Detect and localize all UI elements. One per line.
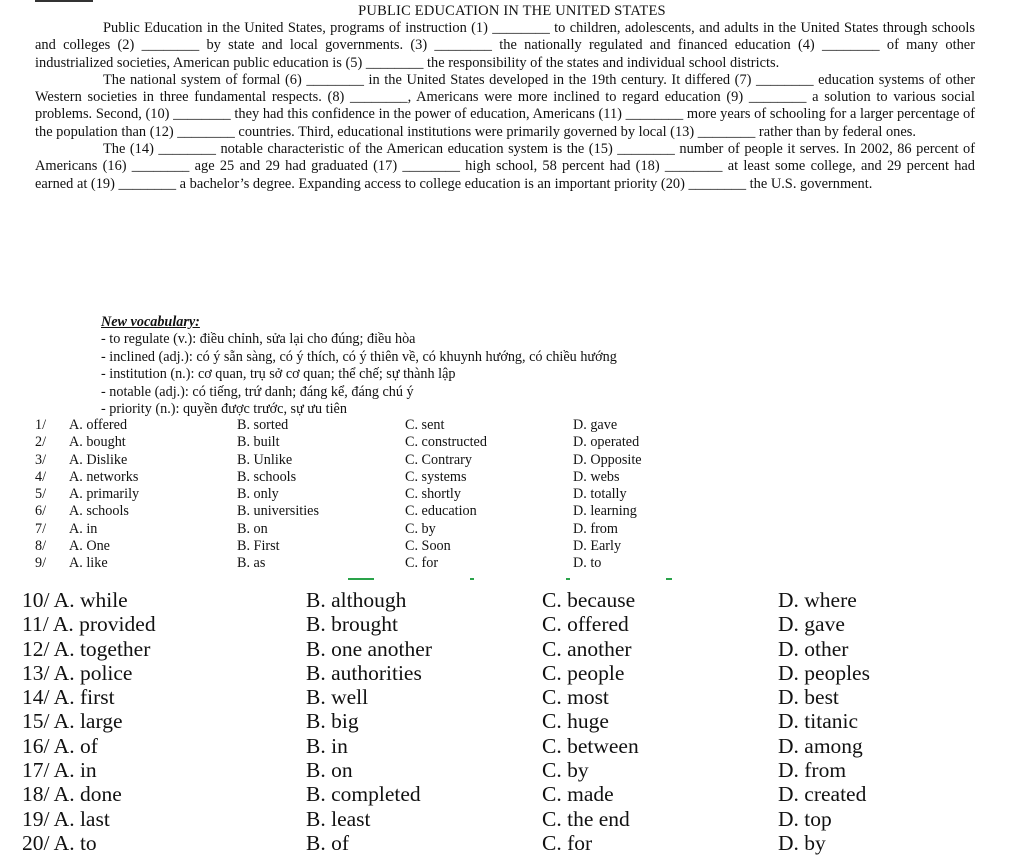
reading-passage	[35, 20, 975, 193]
option-b: B. built	[237, 434, 280, 451]
vocab-item-inclined: - inclined (adj.): có ý sẵn sàng, có ý thích, có ý thiên về, có khuynh hướng, có chiều hướng	[101, 348, 617, 365]
option-c: C. huge	[542, 709, 609, 734]
option-b: B. First	[237, 538, 280, 555]
option-a: A. primarily	[69, 486, 140, 503]
option-c: C. the end	[542, 806, 630, 831]
scan-artifact	[666, 578, 672, 580]
paragraph-2: The national system of formal (6) ________ in the United States developed in the 19th century. It differed (7) ________ education systems of other Western societies in three fundamental respects. (8) ________, Americans were more inclined to regard education (9) ________ a solution to various social problems. Second, (10) ________ they had this confidence in the power of education, Americans (11) ________ more years of schooling for a larger percentage of the population than (12) ________ countries. Third, educational institutions were primarily governed by local (13) ________ rather than by federal ones.	[35, 71, 975, 140]
vocab-item-priority: - priority (n.): quyền được trước, sự ưu tiên	[101, 401, 347, 418]
option-c: C. most	[542, 685, 609, 710]
question-number: 9/	[35, 555, 47, 572]
option-c: C. shortly	[405, 486, 461, 503]
vocabulary-section	[101, 314, 961, 418]
question-row	[22, 758, 1012, 782]
option-d: D. created	[778, 782, 867, 807]
option-a: 16/ A. of	[22, 733, 98, 758]
option-a: 11/ A. provided	[22, 612, 156, 637]
question-number: 7/	[35, 520, 47, 537]
option-b: B. big	[306, 709, 359, 734]
vocab-item-notable: - notable (adj.): có tiếng, trứ danh; đáng kể, đáng chú ý	[101, 383, 414, 400]
option-b: B. of	[306, 830, 349, 855]
question-row	[35, 434, 795, 451]
scan-artifact	[566, 578, 570, 580]
option-a: 18/ A. done	[22, 782, 122, 807]
questions-1-9	[35, 417, 795, 573]
question-number: 8/	[35, 538, 47, 555]
question-row	[22, 612, 1012, 636]
question-row	[35, 521, 795, 538]
question-row	[35, 417, 795, 434]
option-c: C. made	[542, 782, 614, 807]
question-row	[35, 555, 795, 572]
option-b: B. brought	[306, 612, 398, 637]
option-d: D. top	[778, 806, 832, 831]
option-b: B. authorities	[306, 660, 422, 685]
option-c: C. because	[542, 588, 636, 612]
paragraph-3: The (14) ________ notable characteristic of the American education system is the (15) ________ number of people it serves. In 2002, 86 percent of Americans (16) ________ age 25 and 29 had graduated (17) ________ high school, 58 percent had (18) ________ at least some college, and 29 percent had earned at (19) ________ a bachelor’s degree. Expanding access to college education is an important priority (20) ________ the U.S. government.	[35, 141, 975, 192]
question-row	[22, 709, 1012, 733]
question-number: 5/	[35, 486, 47, 503]
question-row	[22, 734, 1012, 758]
option-b: B. on	[306, 758, 353, 783]
option-b: B. schools	[237, 468, 297, 485]
option-a: 13/ A. police	[22, 660, 133, 685]
option-a: A. in	[69, 520, 98, 537]
option-d: D. to	[573, 555, 602, 572]
question-row	[22, 637, 1012, 661]
question-number: 1/	[35, 417, 47, 433]
option-a: 17/ A. in	[22, 758, 97, 783]
option-c: C. education	[405, 503, 477, 520]
scan-artifact	[470, 578, 474, 580]
option-a: 19/ A. last	[22, 806, 110, 831]
top-rule	[35, 0, 93, 2]
option-d: D. from	[778, 758, 847, 783]
option-c: C. Contrary	[405, 451, 472, 468]
vocabulary-heading: New vocabulary:	[101, 314, 200, 330]
option-a: A. bought	[69, 434, 126, 451]
option-d: D. Opposite	[573, 451, 642, 468]
option-d: D. by	[778, 830, 826, 855]
option-d: D. gave	[778, 612, 845, 637]
option-a: A. One	[69, 538, 110, 555]
option-d: D. totally	[573, 486, 627, 503]
option-b: B. well	[306, 685, 369, 710]
option-d: D. where	[778, 588, 857, 612]
option-c: C. another	[542, 636, 632, 661]
option-d: D. from	[573, 520, 618, 537]
option-c: C. for	[542, 830, 593, 855]
question-row	[35, 469, 795, 486]
option-d: D. webs	[573, 468, 620, 485]
option-c: C. for	[405, 555, 439, 572]
option-c: C. people	[542, 660, 625, 685]
question-row	[22, 661, 1012, 685]
option-b: B. only	[237, 486, 279, 503]
option-d: D. peoples	[778, 660, 870, 685]
option-b: B. sorted	[237, 417, 289, 433]
option-c: C. offered	[542, 612, 629, 637]
option-d: D. titanic	[778, 709, 859, 734]
option-a: A. Dislike	[69, 451, 128, 468]
vocab-item-institution: - institution (n.): cơ quan, trụ sở cơ quan; thể chế; sự thành lập	[101, 366, 456, 383]
option-d: D. learning	[573, 503, 637, 520]
option-a: A. offered	[69, 417, 128, 433]
questions-10-20	[22, 588, 1012, 855]
question-number: 2/	[35, 434, 47, 451]
option-b: B. as	[237, 555, 266, 572]
question-row	[35, 538, 795, 555]
question-number: 6/	[35, 503, 47, 520]
option-b: B. least	[306, 806, 371, 831]
option-c: C. constructed	[405, 434, 487, 451]
question-row	[22, 782, 1012, 806]
option-b: B. although	[306, 588, 407, 612]
option-a: 14/ A. first	[22, 685, 115, 710]
question-number: 4/	[35, 468, 47, 485]
option-d: D. gave	[573, 417, 618, 433]
document-title: PUBLIC EDUCATION IN THE UNITED STATES	[358, 3, 666, 19]
option-b: B. completed	[306, 782, 421, 807]
scan-artifact	[348, 578, 374, 580]
option-a: A. like	[69, 555, 108, 572]
option-a: 10/ A. while	[22, 588, 128, 612]
question-number: 3/	[35, 451, 47, 468]
question-row	[35, 486, 795, 503]
question-row	[22, 588, 1012, 612]
option-d: D. other	[778, 636, 849, 661]
option-b: B. one another	[306, 636, 432, 661]
option-c: C. between	[542, 733, 639, 758]
option-b: B. in	[306, 733, 348, 758]
option-d: D. Early	[573, 538, 622, 555]
vocab-item-regulate: - to regulate (v.): điều chỉnh, sửa lại cho đúng; điều hòa	[101, 331, 416, 348]
option-b: B. Unlike	[237, 451, 293, 468]
question-row	[22, 831, 1012, 855]
option-b: B. universities	[237, 503, 319, 520]
option-d: D. operated	[573, 434, 640, 451]
question-row	[35, 452, 795, 469]
option-b: B. on	[237, 520, 268, 537]
option-a: 15/ A. large	[22, 709, 123, 734]
question-row	[35, 503, 795, 520]
option-a: 20/ A. to	[22, 830, 97, 855]
option-c: C. by	[542, 758, 589, 783]
paragraph-1: Public Education in the United States, programs of instruction (1) ________ to children, adolescents, and adults in the United States through schools and colleges (2) ________ by state and local governments. (3) ________ the nationally regulated and financed education (4) ________ of many other industrialized societies, American public education is (5) ________ the responsibility of the states and individual school districts.	[35, 20, 975, 71]
option-d: D. best	[778, 685, 839, 710]
option-a: 12/ A. together	[22, 636, 151, 661]
option-a: A. networks	[69, 468, 139, 485]
option-a: A. schools	[69, 503, 129, 520]
option-c: C. systems	[405, 468, 467, 485]
option-c: C. sent	[405, 417, 445, 433]
question-row	[22, 685, 1012, 709]
option-c: C. by	[405, 520, 436, 537]
option-c: C. Soon	[405, 538, 451, 555]
question-row	[22, 807, 1012, 831]
option-d: D. among	[778, 733, 863, 758]
